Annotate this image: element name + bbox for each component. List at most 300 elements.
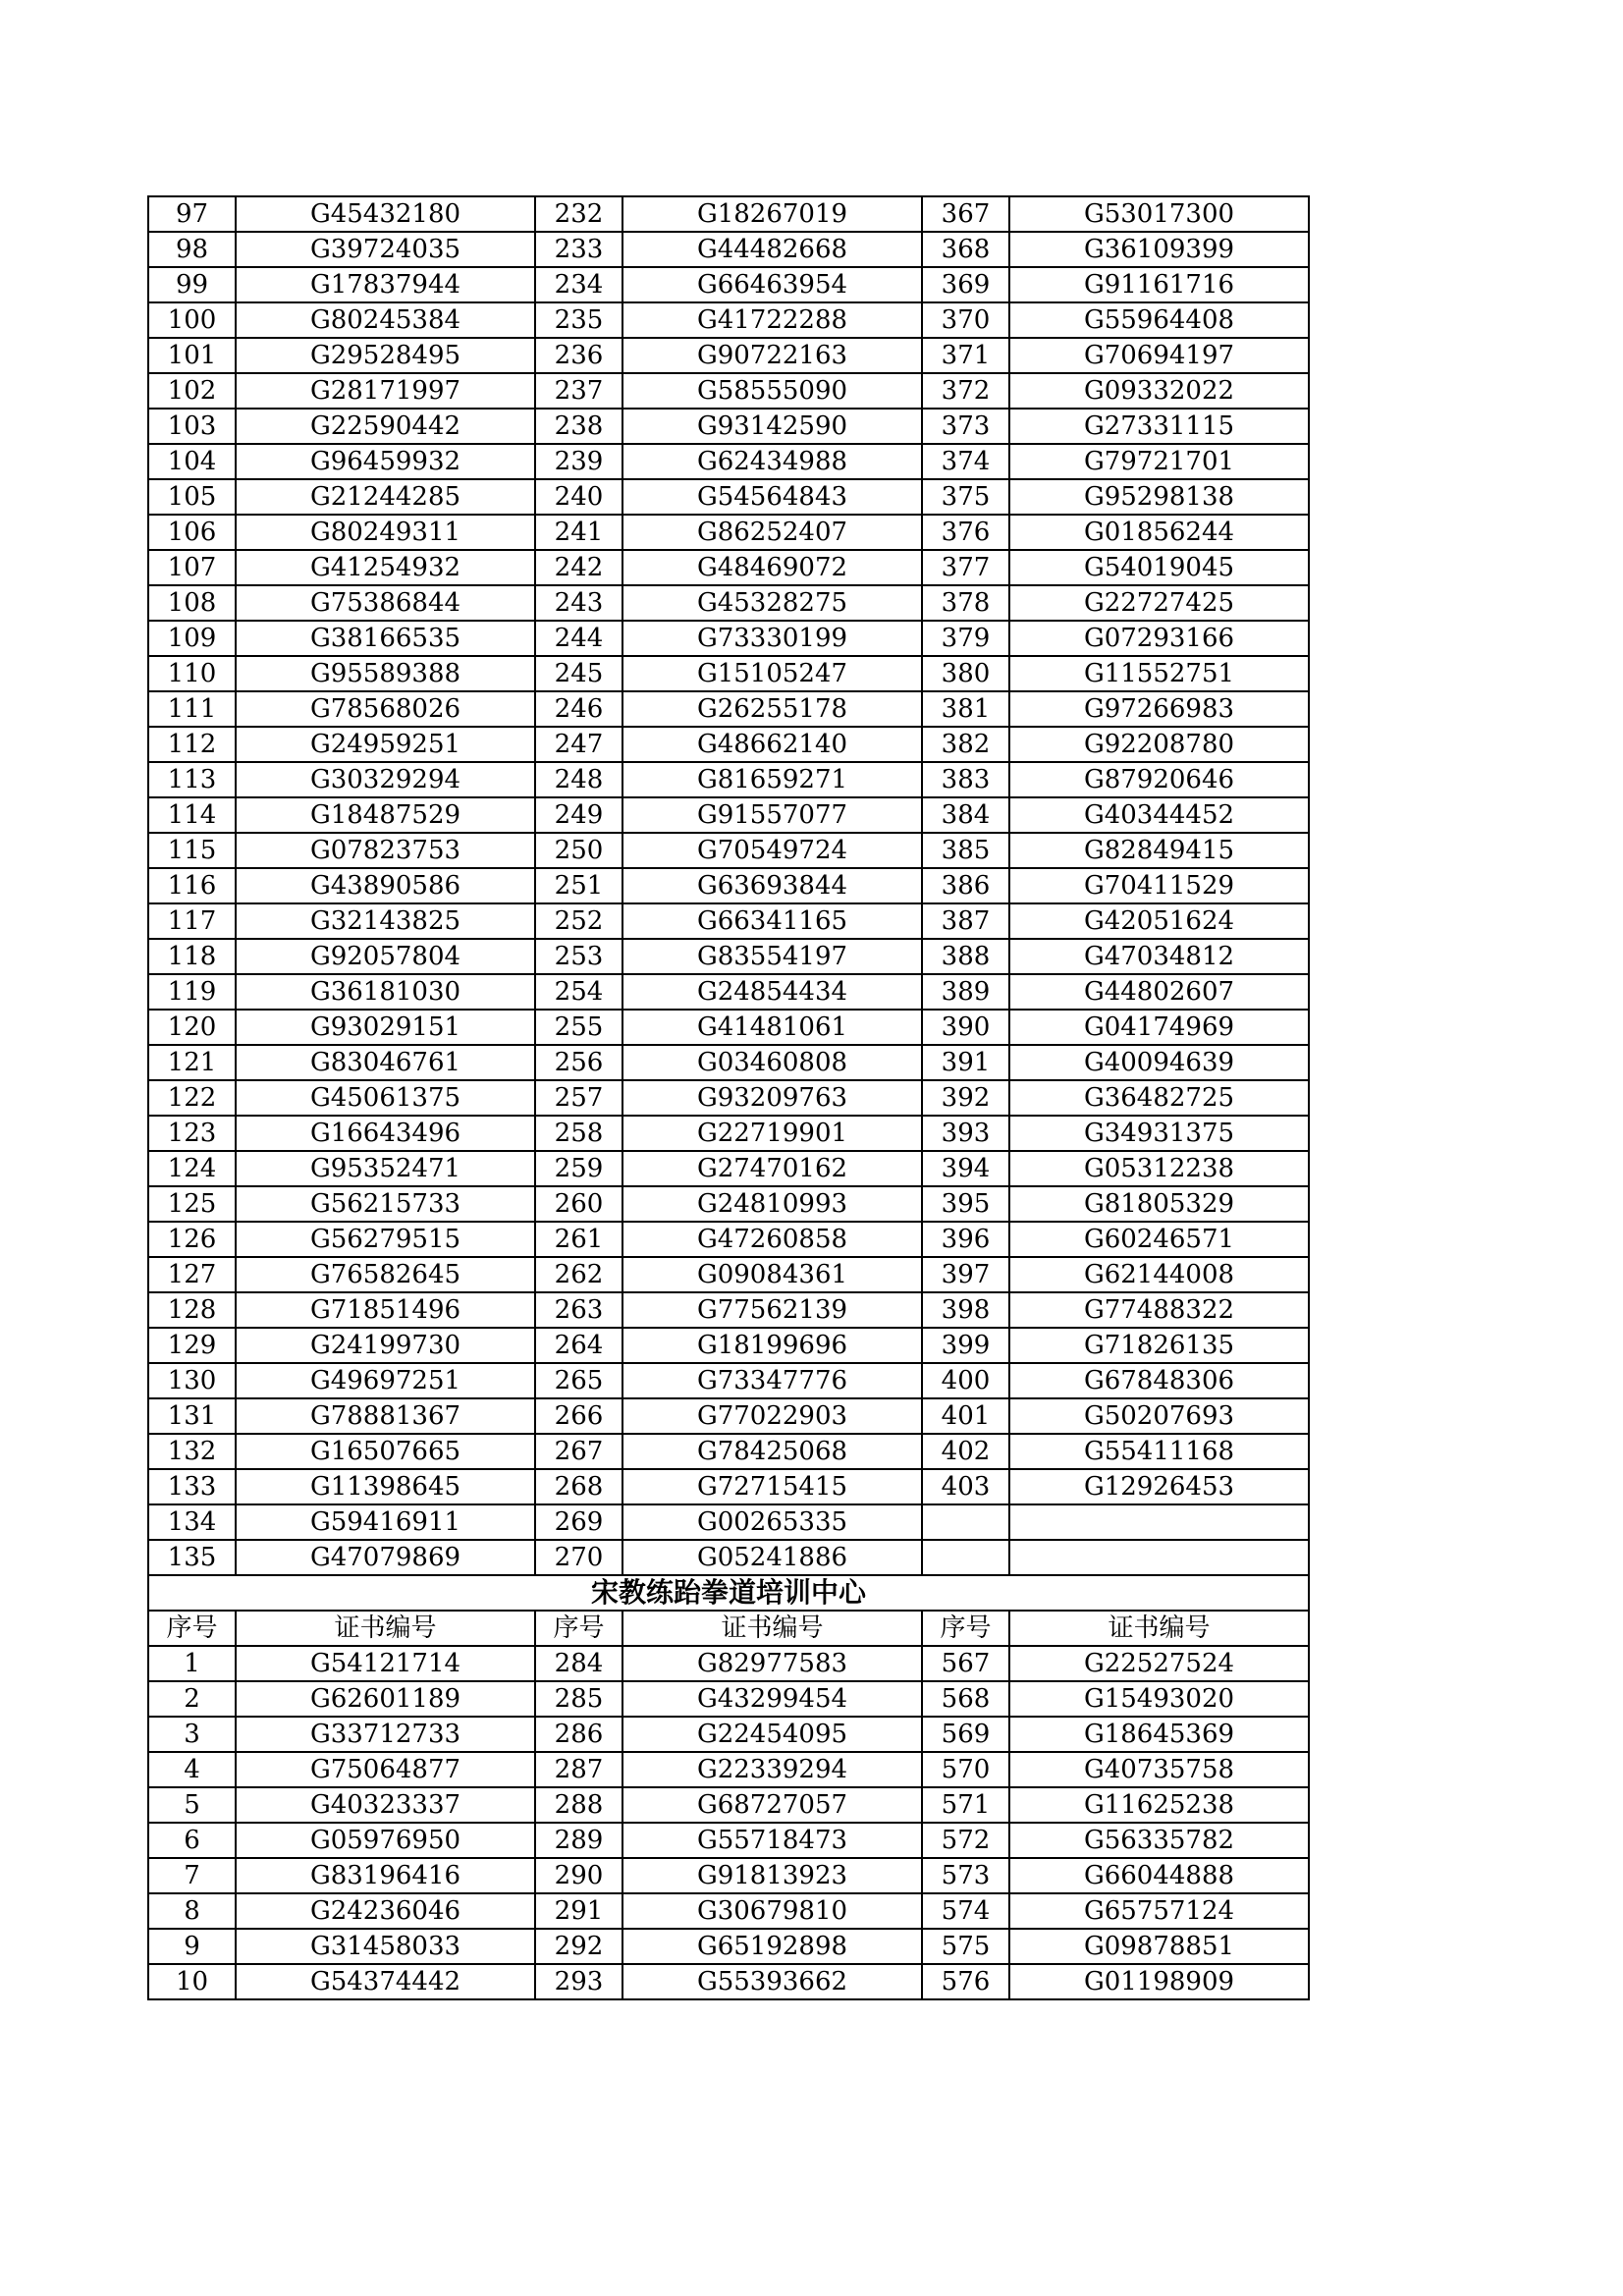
certificate-number-cell: G65192898 xyxy=(622,1929,922,1964)
certificate-number-cell: G30329294 xyxy=(236,762,535,797)
table-row xyxy=(148,1646,1309,1681)
serial-number-cell: 133 xyxy=(148,1469,236,1504)
certificate-number-cell: G70694197 xyxy=(1009,338,1309,373)
table-row xyxy=(148,1045,1309,1080)
certificate-number-cell: G55964408 xyxy=(1009,302,1309,338)
certificate-number-cell: G87920646 xyxy=(1009,762,1309,797)
certificate-number-cell: G62144008 xyxy=(1009,1257,1309,1292)
table-row xyxy=(148,1964,1309,1999)
certificate-number-cell: G09878851 xyxy=(1009,1929,1309,1964)
certificate-number-cell: G18645369 xyxy=(1009,1717,1309,1752)
certificate-number-cell: G01198909 xyxy=(1009,1964,1309,1999)
table-row xyxy=(148,1116,1309,1151)
table-row xyxy=(148,1469,1309,1504)
header-cell: 序号 xyxy=(922,1611,1009,1646)
serial-number-cell: 383 xyxy=(922,762,1009,797)
serial-number-cell: 287 xyxy=(535,1752,622,1787)
certificate-number-cell: G77488322 xyxy=(1009,1292,1309,1328)
certificate-table xyxy=(147,195,1310,2000)
header-cell: 序号 xyxy=(148,1611,236,1646)
certificate-number-cell: G92208780 xyxy=(1009,727,1309,762)
serial-number-cell: 390 xyxy=(922,1010,1009,1045)
serial-number-cell: 254 xyxy=(535,974,622,1010)
certificate-number-cell: G95352471 xyxy=(236,1151,535,1186)
serial-number-cell: 377 xyxy=(922,550,1009,585)
serial-number-cell: 290 xyxy=(535,1858,622,1893)
certificate-number-cell: G78425068 xyxy=(622,1434,922,1469)
serial-number-cell: 394 xyxy=(922,1151,1009,1186)
serial-number-cell: 6 xyxy=(148,1823,236,1858)
serial-number-cell: 257 xyxy=(535,1080,622,1116)
serial-number-cell: 371 xyxy=(922,338,1009,373)
table-row xyxy=(148,444,1309,479)
certificate-number-cell: G55411168 xyxy=(1009,1434,1309,1469)
serial-number-cell: 116 xyxy=(148,868,236,903)
serial-number-cell: 573 xyxy=(922,1858,1009,1893)
certificate-number-cell xyxy=(1009,1540,1309,1575)
table-row xyxy=(148,974,1309,1010)
table-row xyxy=(148,1292,1309,1328)
certificate-number-cell: G56279515 xyxy=(236,1222,535,1257)
certificate-number-cell: G50207693 xyxy=(1009,1398,1309,1434)
certificate-number-cell: G36181030 xyxy=(236,974,535,1010)
certificate-number-cell: G36482725 xyxy=(1009,1080,1309,1116)
certificate-number-cell: G43299454 xyxy=(622,1681,922,1717)
certificate-number-cell: G55718473 xyxy=(622,1823,922,1858)
certificate-number-cell: G54019045 xyxy=(1009,550,1309,585)
certificate-number-cell: G86252407 xyxy=(622,515,922,550)
table-row xyxy=(148,939,1309,974)
table-row xyxy=(148,585,1309,621)
serial-number-cell: 378 xyxy=(922,585,1009,621)
serial-number-cell: 240 xyxy=(535,479,622,515)
certificate-number-cell: G67848306 xyxy=(1009,1363,1309,1398)
table-row xyxy=(148,727,1309,762)
serial-number-cell: 3 xyxy=(148,1717,236,1752)
serial-number-cell: 395 xyxy=(922,1186,1009,1222)
certificate-number-cell: G11398645 xyxy=(236,1469,535,1504)
certificate-number-cell: G91161716 xyxy=(1009,267,1309,302)
certificate-number-cell: G22339294 xyxy=(622,1752,922,1787)
serial-number-cell: 248 xyxy=(535,762,622,797)
certificate-number-cell: G41254932 xyxy=(236,550,535,585)
certificate-number-cell: G78568026 xyxy=(236,691,535,727)
serial-number-cell: 108 xyxy=(148,585,236,621)
certificate-number-cell: G66463954 xyxy=(622,267,922,302)
certificate-number-cell: G24199730 xyxy=(236,1328,535,1363)
certificate-number-cell: G92057804 xyxy=(236,939,535,974)
table-row xyxy=(148,1540,1309,1575)
serial-number-cell: 246 xyxy=(535,691,622,727)
table-row xyxy=(148,1398,1309,1434)
serial-number-cell: 400 xyxy=(922,1363,1009,1398)
certificate-number-cell: G90722163 xyxy=(622,338,922,373)
serial-number-cell: 263 xyxy=(535,1292,622,1328)
certificate-number-cell: G24854434 xyxy=(622,974,922,1010)
serial-number-cell: 112 xyxy=(148,727,236,762)
serial-number-cell: 117 xyxy=(148,903,236,939)
certificate-number-cell: G56335782 xyxy=(1009,1823,1309,1858)
certificate-number-cell: G22590442 xyxy=(236,409,535,444)
serial-number-cell: 250 xyxy=(535,833,622,868)
serial-number-cell: 102 xyxy=(148,373,236,409)
certificate-number-cell: G71851496 xyxy=(236,1292,535,1328)
certificate-number-cell: G16507665 xyxy=(236,1434,535,1469)
serial-number-cell: 385 xyxy=(922,833,1009,868)
serial-number-cell: 109 xyxy=(148,621,236,656)
certificate-number-cell: G73347776 xyxy=(622,1363,922,1398)
serial-number-cell: 105 xyxy=(148,479,236,515)
section-block xyxy=(148,1575,1309,1646)
serial-number-cell: 380 xyxy=(922,656,1009,691)
table-row xyxy=(148,903,1309,939)
serial-number-cell: 284 xyxy=(535,1646,622,1681)
serial-number-cell: 244 xyxy=(535,621,622,656)
certificate-number-cell: G77562139 xyxy=(622,1292,922,1328)
certificate-number-cell: G22719901 xyxy=(622,1116,922,1151)
certificate-number-cell: G40344452 xyxy=(1009,797,1309,833)
serial-number-cell: 376 xyxy=(922,515,1009,550)
serial-number-cell: 373 xyxy=(922,409,1009,444)
serial-number-cell: 106 xyxy=(148,515,236,550)
certificate-number-cell: G33712733 xyxy=(236,1717,535,1752)
certificate-number-cell: G72715415 xyxy=(622,1469,922,1504)
certificate-number-cell: G24236046 xyxy=(236,1893,535,1929)
certificate-number-cell: G78881367 xyxy=(236,1398,535,1434)
serial-number-cell: 119 xyxy=(148,974,236,1010)
serial-number-cell: 381 xyxy=(922,691,1009,727)
certificate-number-cell: G31458033 xyxy=(236,1929,535,1964)
table-row xyxy=(148,1504,1309,1540)
certificate-number-cell: G28171997 xyxy=(236,373,535,409)
serial-number-cell: 118 xyxy=(148,939,236,974)
serial-number-cell: 396 xyxy=(922,1222,1009,1257)
certificate-number-cell: G66044888 xyxy=(1009,1858,1309,1893)
certificate-number-cell: G47260858 xyxy=(622,1222,922,1257)
certificate-number-cell: G24810993 xyxy=(622,1186,922,1222)
table-body-top xyxy=(148,196,1309,1575)
certificate-number-cell: G45328275 xyxy=(622,585,922,621)
certificate-number-cell: G73330199 xyxy=(622,621,922,656)
serial-number-cell: 402 xyxy=(922,1434,1009,1469)
serial-number-cell: 251 xyxy=(535,868,622,903)
serial-number-cell: 134 xyxy=(148,1504,236,1540)
serial-number-cell: 372 xyxy=(922,373,1009,409)
certificate-number-cell: G45432180 xyxy=(236,196,535,232)
certificate-number-cell: G53017300 xyxy=(1009,196,1309,232)
serial-number-cell: 374 xyxy=(922,444,1009,479)
serial-number-cell: 114 xyxy=(148,797,236,833)
serial-number-cell: 245 xyxy=(535,656,622,691)
serial-number-cell: 292 xyxy=(535,1929,622,1964)
table-row xyxy=(148,1752,1309,1787)
serial-number-cell: 261 xyxy=(535,1222,622,1257)
serial-number-cell: 113 xyxy=(148,762,236,797)
serial-number-cell: 389 xyxy=(922,974,1009,1010)
certificate-number-cell: G66341165 xyxy=(622,903,922,939)
serial-number-cell: 382 xyxy=(922,727,1009,762)
certificate-number-cell: G59416911 xyxy=(236,1504,535,1540)
certificate-number-cell: G75064877 xyxy=(236,1752,535,1787)
certificate-number-cell: G22454095 xyxy=(622,1717,922,1752)
serial-number-cell: 259 xyxy=(535,1151,622,1186)
certificate-number-cell: G41481061 xyxy=(622,1010,922,1045)
certificate-number-cell: G47079869 xyxy=(236,1540,535,1575)
serial-number-cell: 132 xyxy=(148,1434,236,1469)
serial-number-cell: 100 xyxy=(148,302,236,338)
table-row xyxy=(148,1186,1309,1222)
certificate-number-cell: G95589388 xyxy=(236,656,535,691)
certificate-number-cell: G05976950 xyxy=(236,1823,535,1858)
serial-number-cell: 135 xyxy=(148,1540,236,1575)
serial-number-cell: 10 xyxy=(148,1964,236,1999)
serial-number-cell: 236 xyxy=(535,338,622,373)
certificate-number-cell: G82849415 xyxy=(1009,833,1309,868)
serial-number-cell: 398 xyxy=(922,1292,1009,1328)
serial-number-cell: 391 xyxy=(922,1045,1009,1080)
serial-number-cell: 397 xyxy=(922,1257,1009,1292)
certificate-number-cell: G01856244 xyxy=(1009,515,1309,550)
certificate-number-cell: G26255178 xyxy=(622,691,922,727)
table-row xyxy=(148,1222,1309,1257)
serial-number-cell: 574 xyxy=(922,1893,1009,1929)
serial-number-cell: 285 xyxy=(535,1681,622,1717)
certificate-number-cell: G27331115 xyxy=(1009,409,1309,444)
certificate-number-cell: G91813923 xyxy=(622,1858,922,1893)
table-row xyxy=(148,1893,1309,1929)
serial-number-cell: 568 xyxy=(922,1681,1009,1717)
table-row xyxy=(148,621,1309,656)
table-row xyxy=(148,409,1309,444)
certificate-number-cell: G48469072 xyxy=(622,550,922,585)
certificate-number-cell: G27470162 xyxy=(622,1151,922,1186)
table-row xyxy=(148,1010,1309,1045)
certificate-number-cell: G22527524 xyxy=(1009,1646,1309,1681)
table-row xyxy=(148,302,1309,338)
certificate-number-cell: G93209763 xyxy=(622,1080,922,1116)
certificate-number-cell: G15493020 xyxy=(1009,1681,1309,1717)
certificate-number-cell: G49697251 xyxy=(236,1363,535,1398)
serial-number-cell: 269 xyxy=(535,1504,622,1540)
serial-number-cell: 1 xyxy=(148,1646,236,1681)
serial-number-cell: 375 xyxy=(922,479,1009,515)
certificate-number-cell: G82977583 xyxy=(622,1646,922,1681)
table-row xyxy=(148,656,1309,691)
serial-number-cell: 253 xyxy=(535,939,622,974)
serial-number-cell: 265 xyxy=(535,1363,622,1398)
certificate-number-cell: G70411529 xyxy=(1009,868,1309,903)
certificate-number-cell: G80249311 xyxy=(236,515,535,550)
certificate-number-cell: G07293166 xyxy=(1009,621,1309,656)
certificate-number-cell: G12926453 xyxy=(1009,1469,1309,1504)
certificate-number-cell: G05241886 xyxy=(622,1540,922,1575)
serial-number-cell: 367 xyxy=(922,196,1009,232)
certificate-number-cell: G44802607 xyxy=(1009,974,1309,1010)
certificate-number-cell: G45061375 xyxy=(236,1080,535,1116)
serial-number-cell: 267 xyxy=(535,1434,622,1469)
table-row xyxy=(148,1681,1309,1717)
serial-number-cell: 368 xyxy=(922,232,1009,267)
serial-number-cell: 122 xyxy=(148,1080,236,1116)
header-cell: 序号 xyxy=(535,1611,622,1646)
serial-number-cell: 286 xyxy=(535,1717,622,1752)
table-row xyxy=(148,1823,1309,1858)
table-row xyxy=(148,373,1309,409)
header-cell: 证书编号 xyxy=(1009,1611,1309,1646)
table-row xyxy=(148,1080,1309,1116)
serial-number-cell: 233 xyxy=(535,232,622,267)
table-row xyxy=(148,1328,1309,1363)
serial-number-cell: 567 xyxy=(922,1646,1009,1681)
serial-number-cell: 386 xyxy=(922,868,1009,903)
certificate-number-cell: G24959251 xyxy=(236,727,535,762)
certificate-number-cell: G18267019 xyxy=(622,196,922,232)
table-row xyxy=(148,515,1309,550)
serial-number-cell: 393 xyxy=(922,1116,1009,1151)
serial-number-cell: 111 xyxy=(148,691,236,727)
certificate-number-cell: G05312238 xyxy=(1009,1151,1309,1186)
serial-number-cell: 129 xyxy=(148,1328,236,1363)
table-row xyxy=(148,1257,1309,1292)
table-row xyxy=(148,550,1309,585)
certificate-number-cell: G60246571 xyxy=(1009,1222,1309,1257)
certificate-number-cell: G93142590 xyxy=(622,409,922,444)
certificate-number-cell: G54121714 xyxy=(236,1646,535,1681)
certificate-number-cell: G22727425 xyxy=(1009,585,1309,621)
serial-number-cell: 2 xyxy=(148,1681,236,1717)
serial-number-cell: 291 xyxy=(535,1893,622,1929)
certificate-number-cell: G54374442 xyxy=(236,1964,535,1999)
certificate-number-cell xyxy=(1009,1504,1309,1540)
serial-number-cell: 5 xyxy=(148,1787,236,1823)
certificate-number-cell: G80245384 xyxy=(236,302,535,338)
certificate-number-cell: G03460808 xyxy=(622,1045,922,1080)
certificate-number-cell: G83554197 xyxy=(622,939,922,974)
certificate-number-cell: G70549724 xyxy=(622,833,922,868)
serial-number-cell: 289 xyxy=(535,1823,622,1858)
serial-number-cell: 234 xyxy=(535,267,622,302)
table-row xyxy=(148,833,1309,868)
serial-number-cell: 130 xyxy=(148,1363,236,1398)
table-row xyxy=(148,1929,1309,1964)
serial-number-cell: 128 xyxy=(148,1292,236,1328)
table-row xyxy=(148,267,1309,302)
certificate-number-cell: G00265335 xyxy=(622,1504,922,1540)
certificate-number-cell: G04174969 xyxy=(1009,1010,1309,1045)
serial-number-cell: 232 xyxy=(535,196,622,232)
serial-number-cell: 388 xyxy=(922,939,1009,974)
table-row xyxy=(148,691,1309,727)
serial-number-cell: 252 xyxy=(535,903,622,939)
serial-number-cell: 384 xyxy=(922,797,1009,833)
serial-number-cell: 270 xyxy=(535,1540,622,1575)
serial-number-cell: 264 xyxy=(535,1328,622,1363)
serial-number-cell: 370 xyxy=(922,302,1009,338)
serial-number-cell: 241 xyxy=(535,515,622,550)
certificate-number-cell: G81659271 xyxy=(622,762,922,797)
certificate-number-cell: G58555090 xyxy=(622,373,922,409)
table-row xyxy=(148,1858,1309,1893)
serial-number-cell: 260 xyxy=(535,1186,622,1222)
serial-number-cell: 572 xyxy=(922,1823,1009,1858)
serial-number-cell: 369 xyxy=(922,267,1009,302)
serial-number-cell: 127 xyxy=(148,1257,236,1292)
certificate-number-cell: G36109399 xyxy=(1009,232,1309,267)
certificate-number-cell: G93029151 xyxy=(236,1010,535,1045)
serial-number-cell: 104 xyxy=(148,444,236,479)
certificate-number-cell: G09332022 xyxy=(1009,373,1309,409)
section-title-row xyxy=(148,1575,1309,1611)
certificate-number-cell: G83046761 xyxy=(236,1045,535,1080)
serial-number-cell: 131 xyxy=(148,1398,236,1434)
certificate-number-cell: G91557077 xyxy=(622,797,922,833)
certificate-number-cell: G07823753 xyxy=(236,833,535,868)
serial-number-cell: 8 xyxy=(148,1893,236,1929)
serial-number-cell: 255 xyxy=(535,1010,622,1045)
certificate-number-cell: G38166535 xyxy=(236,621,535,656)
certificate-number-cell: G97266983 xyxy=(1009,691,1309,727)
serial-number-cell: 247 xyxy=(535,727,622,762)
certificate-number-cell: G83196416 xyxy=(236,1858,535,1893)
serial-number-cell: 570 xyxy=(922,1752,1009,1787)
serial-number-cell: 9 xyxy=(148,1929,236,1964)
serial-number-cell: 125 xyxy=(148,1186,236,1222)
header-cell: 证书编号 xyxy=(236,1611,535,1646)
serial-number-cell: 235 xyxy=(535,302,622,338)
serial-number-cell: 107 xyxy=(148,550,236,585)
certificate-number-cell: G75386844 xyxy=(236,585,535,621)
serial-number-cell: 387 xyxy=(922,903,1009,939)
certificate-number-cell: G34931375 xyxy=(1009,1116,1309,1151)
serial-number-cell: 103 xyxy=(148,409,236,444)
table-row xyxy=(148,1787,1309,1823)
serial-number-cell: 101 xyxy=(148,338,236,373)
certificate-number-cell: G81805329 xyxy=(1009,1186,1309,1222)
serial-number-cell: 238 xyxy=(535,409,622,444)
serial-number-cell: 403 xyxy=(922,1469,1009,1504)
table-row xyxy=(148,1151,1309,1186)
serial-number-cell: 268 xyxy=(535,1469,622,1504)
serial-number-cell: 243 xyxy=(535,585,622,621)
serial-number-cell: 379 xyxy=(922,621,1009,656)
table-row xyxy=(148,338,1309,373)
certificate-number-cell: G32143825 xyxy=(236,903,535,939)
serial-number-cell: 262 xyxy=(535,1257,622,1292)
certificate-number-cell: G39724035 xyxy=(236,232,535,267)
certificate-number-cell: G55393662 xyxy=(622,1964,922,1999)
certificate-number-cell: G76582645 xyxy=(236,1257,535,1292)
certificate-number-cell: G96459932 xyxy=(236,444,535,479)
table-row xyxy=(148,1434,1309,1469)
serial-number-cell: 288 xyxy=(535,1787,622,1823)
serial-number-cell: 256 xyxy=(535,1045,622,1080)
serial-number-cell: 401 xyxy=(922,1398,1009,1434)
certificate-number-cell: G65757124 xyxy=(1009,1893,1309,1929)
serial-number-cell: 392 xyxy=(922,1080,1009,1116)
serial-number-cell: 576 xyxy=(922,1964,1009,1999)
certificate-number-cell: G15105247 xyxy=(622,656,922,691)
certificate-number-cell: G40735758 xyxy=(1009,1752,1309,1787)
serial-number-cell: 126 xyxy=(148,1222,236,1257)
serial-number-cell: 110 xyxy=(148,656,236,691)
certificate-number-cell: G42051624 xyxy=(1009,903,1309,939)
certificate-number-cell: G40323337 xyxy=(236,1787,535,1823)
certificate-number-cell: G48662140 xyxy=(622,727,922,762)
serial-number-cell: 293 xyxy=(535,1964,622,1999)
certificate-number-cell: G43890586 xyxy=(236,868,535,903)
certificate-number-cell: G62601189 xyxy=(236,1681,535,1717)
serial-number-cell: 120 xyxy=(148,1010,236,1045)
